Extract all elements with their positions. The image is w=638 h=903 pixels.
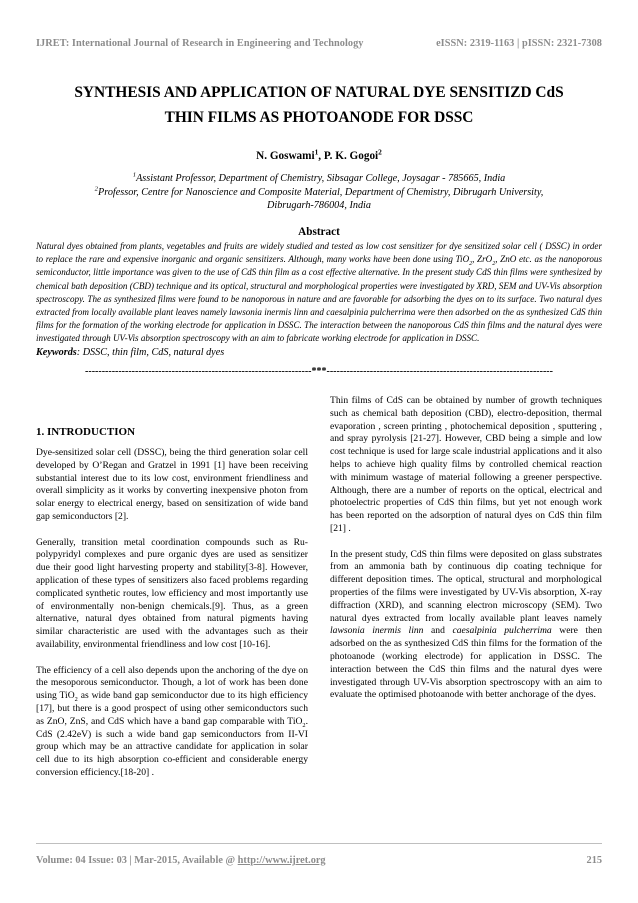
abstract-body	[36, 240, 602, 346]
abstract-text-c: , ZnO etc. as the nanoporous semiconductor, little importance was given to the use of CdS thin film as a cost effective alternative. In the present study CdS thin films were synthesized by chemical bath deposition (CBD) technique and its optical, structural and morphological properties were investigated by XRD, SEM and UV-Vis absorption spectroscopy. The as synthesized films were found to be nanoporous in nature and are favorable for adsorbing the dyes on to its surface. Two natural dyes extracted from locally available plant leaves namely lawsonia inermis linn and caesalpinia pulcherrima were then adsorbed on the as synthesized CdS thin films for the formation of the working electrode for application in DSSC. The interaction between the nanoporous CdS thin films and the natural dyes were investigated through UV-Vis absorption spectroscopy with an aim to fabricate working electrode for application in DSSC.	[36, 254, 603, 344]
title-line-1: SYNTHESIS AND APPLICATION OF NATURAL DYE SENSITIZD CdS	[74, 84, 564, 101]
intro-p3-text-b: as wide band gap semiconductor due to its high efficiency [17], but there is a good prospect of using other semiconductors such as ZnO, ZnS, and CdS which have a band gap comparable with TiO	[36, 690, 308, 727]
plant-name-1: lawsonia inermis linn	[330, 625, 424, 637]
running-footer	[36, 855, 602, 866]
intro-paragraph-4: Thin films of CdS can be obtained by number of growth techniques such as chemical bath deposition (CBD), electro-deposition, thermal evaporation , screen printing , photochemical deposition , sputtering , and spray pyrolysis [21-27]. However, CBD being a simple and low cost technique is used for large scale industrial applications and it also helps to achieve high quality films by controlled chemical reaction with minimum wastage of material following a greener perspective. Although, there are a number of reports on the optical, electrical and photoelectric properties of CdS thin films, but yet not enough work has been reported on the adsorption of natural dyes on CdS thin film [21] .	[330, 395, 602, 534]
affiliation-2	[34, 186, 604, 200]
footer-volume	[36, 855, 326, 866]
intro-paragraph-1: Dye-sensitized solar cell (DSSC), being the third generation solar cell developed by O’Regan and Gratzel in 1991 [1] have been receiving substantial interest due to its low cost, environment friendliness and overall simplicity as it works by converting inexpensive photon from solar energy to electrical energy, based on sensitization of wide band gap semiconductors [2].	[36, 447, 308, 522]
title-line-2: THIN FILMS AS PHOTOANODE FOR DSSC	[164, 109, 474, 126]
plant-name-2: caesalpinia pulcherrima	[452, 625, 552, 637]
page-number: 215	[586, 855, 602, 866]
running-header	[36, 38, 602, 49]
intro-p3-text-a: The efficiency of a cell also depends upon the anchoring of the dye on the mesoporous semiconductor. Though, a lot of work has been done using TiO	[36, 664, 308, 702]
issn-info: eISSN: 2319-1163 | pISSN: 2321-7308	[436, 38, 602, 49]
intro-p3-subscript: 2	[302, 721, 306, 729]
affiliations	[34, 172, 604, 213]
intro-paragraph-2: Generally, transition metal coordination compounds such as Ru- polypyridyl complexes and pure organic dyes are used as sensitizer due their good light harvesting property and stability[3-8]. However, application of these types of sensitizers also faced problems regarding complicated synthetic routes, low efficiency and most importantly use of environmentally non-benign chemicals.[9]. Thus, as a green alternative, natural dyes obtained from natural pigments having similar characteristic are used with the advantages such as their availability, environmental friendliness and low cost [10-16].	[36, 536, 308, 650]
author-1-affil-mark: 1	[314, 147, 319, 157]
section-divider: --------------------------------------------------------------------***--------------------------------------------------------------------	[85, 366, 553, 377]
affiliation-1	[34, 172, 604, 186]
footer-volume-text: Volume: 04 Issue: 03 | Mar-2015, Available @	[36, 855, 238, 866]
journal-name: IJRET: International Journal of Research in Engineering and Technology	[36, 38, 364, 49]
intro-p3-text-c: . CdS (2.42eV) is such a wide band gap semiconductors from II-VI group which may be an attractive candidate for application in solar cell due to its high absorption co-efficient and considerable energy conversion efficiency.[18-20] .	[36, 715, 308, 778]
abstract-subscript: 2	[469, 261, 473, 268]
keywords-label: Keywords	[36, 347, 77, 358]
author-1: N. Goswami	[256, 150, 315, 162]
keywords	[36, 347, 602, 358]
abstract-subscript: 2	[492, 261, 496, 268]
intro-p5-text-a: In the present study, CdS thin films were deposited on glass substrates from an ammonia bath by continuous dip coating technique for different deposition times. The optical, structural and morphological properties of the films were investigated by UV-Vis absorption, X-ray diffraction (XRD), and scanning electron microscopy (SEM). Two natural dyes extracted from locally available plant leaves namely	[330, 548, 602, 624]
author-2: P. K. Gogoi	[323, 150, 379, 162]
intro-paragraph-5	[330, 549, 602, 703]
section-heading-introduction: 1. INTRODUCTION	[36, 426, 136, 438]
affiliation-1-mark: 1	[132, 171, 137, 179]
keywords-text: : DSSC, thin film, CdS, natural dyes	[76, 347, 225, 358]
paper-title	[30, 80, 608, 130]
abstract-text-b: , ZrO	[472, 254, 493, 265]
author-list	[0, 147, 638, 162]
author-separator: ,	[318, 150, 324, 162]
intro-p5-text-b: and	[423, 625, 453, 637]
author-2-affil-mark: 2	[378, 147, 382, 157]
right-column	[330, 395, 602, 715]
intro-p3-subscript: 2	[74, 696, 78, 704]
abstract-text-a: Natural dyes obtained from plants, vegetables and fruits are widely studied and tested as low cost sensitizer for dye sensitized solar cell ( DSSC) in order to replace the rare and expensive inorganic and organic sensitizers. Although, many works have been done using TiO	[36, 241, 602, 265]
intro-p5-text-c: were then adsorbed on the as synthesized CdS thin films for the formation of the photoanode (working electrode) for application in DSSC. The interaction between the CdS thin films and the natural dyes were investigated through UV-Vis absorption spectroscopy with an aim to evaluate the optimised photoanode with better anchorage of the dyes.	[330, 625, 602, 701]
affiliation-2-line-2: Dibrugarh-786004, India	[267, 200, 371, 212]
affiliation-2-text: Professor, Centre for Nanoscience and Composite Material, Department of Chemistry, Dibrugarh University,	[98, 186, 544, 198]
abstract-heading: Abstract	[298, 226, 340, 238]
journal-url-link[interactable]: http://www.ijret.org	[237, 855, 326, 866]
affiliation-1-text: Assistant Professor, Department of Chemistry, Sibsagar College, Joysagar - 785665, India	[136, 173, 506, 184]
footer-rule	[36, 843, 602, 844]
left-column	[36, 398, 308, 793]
affiliation-2-mark: 2	[94, 185, 99, 193]
intro-paragraph-3	[36, 665, 308, 780]
